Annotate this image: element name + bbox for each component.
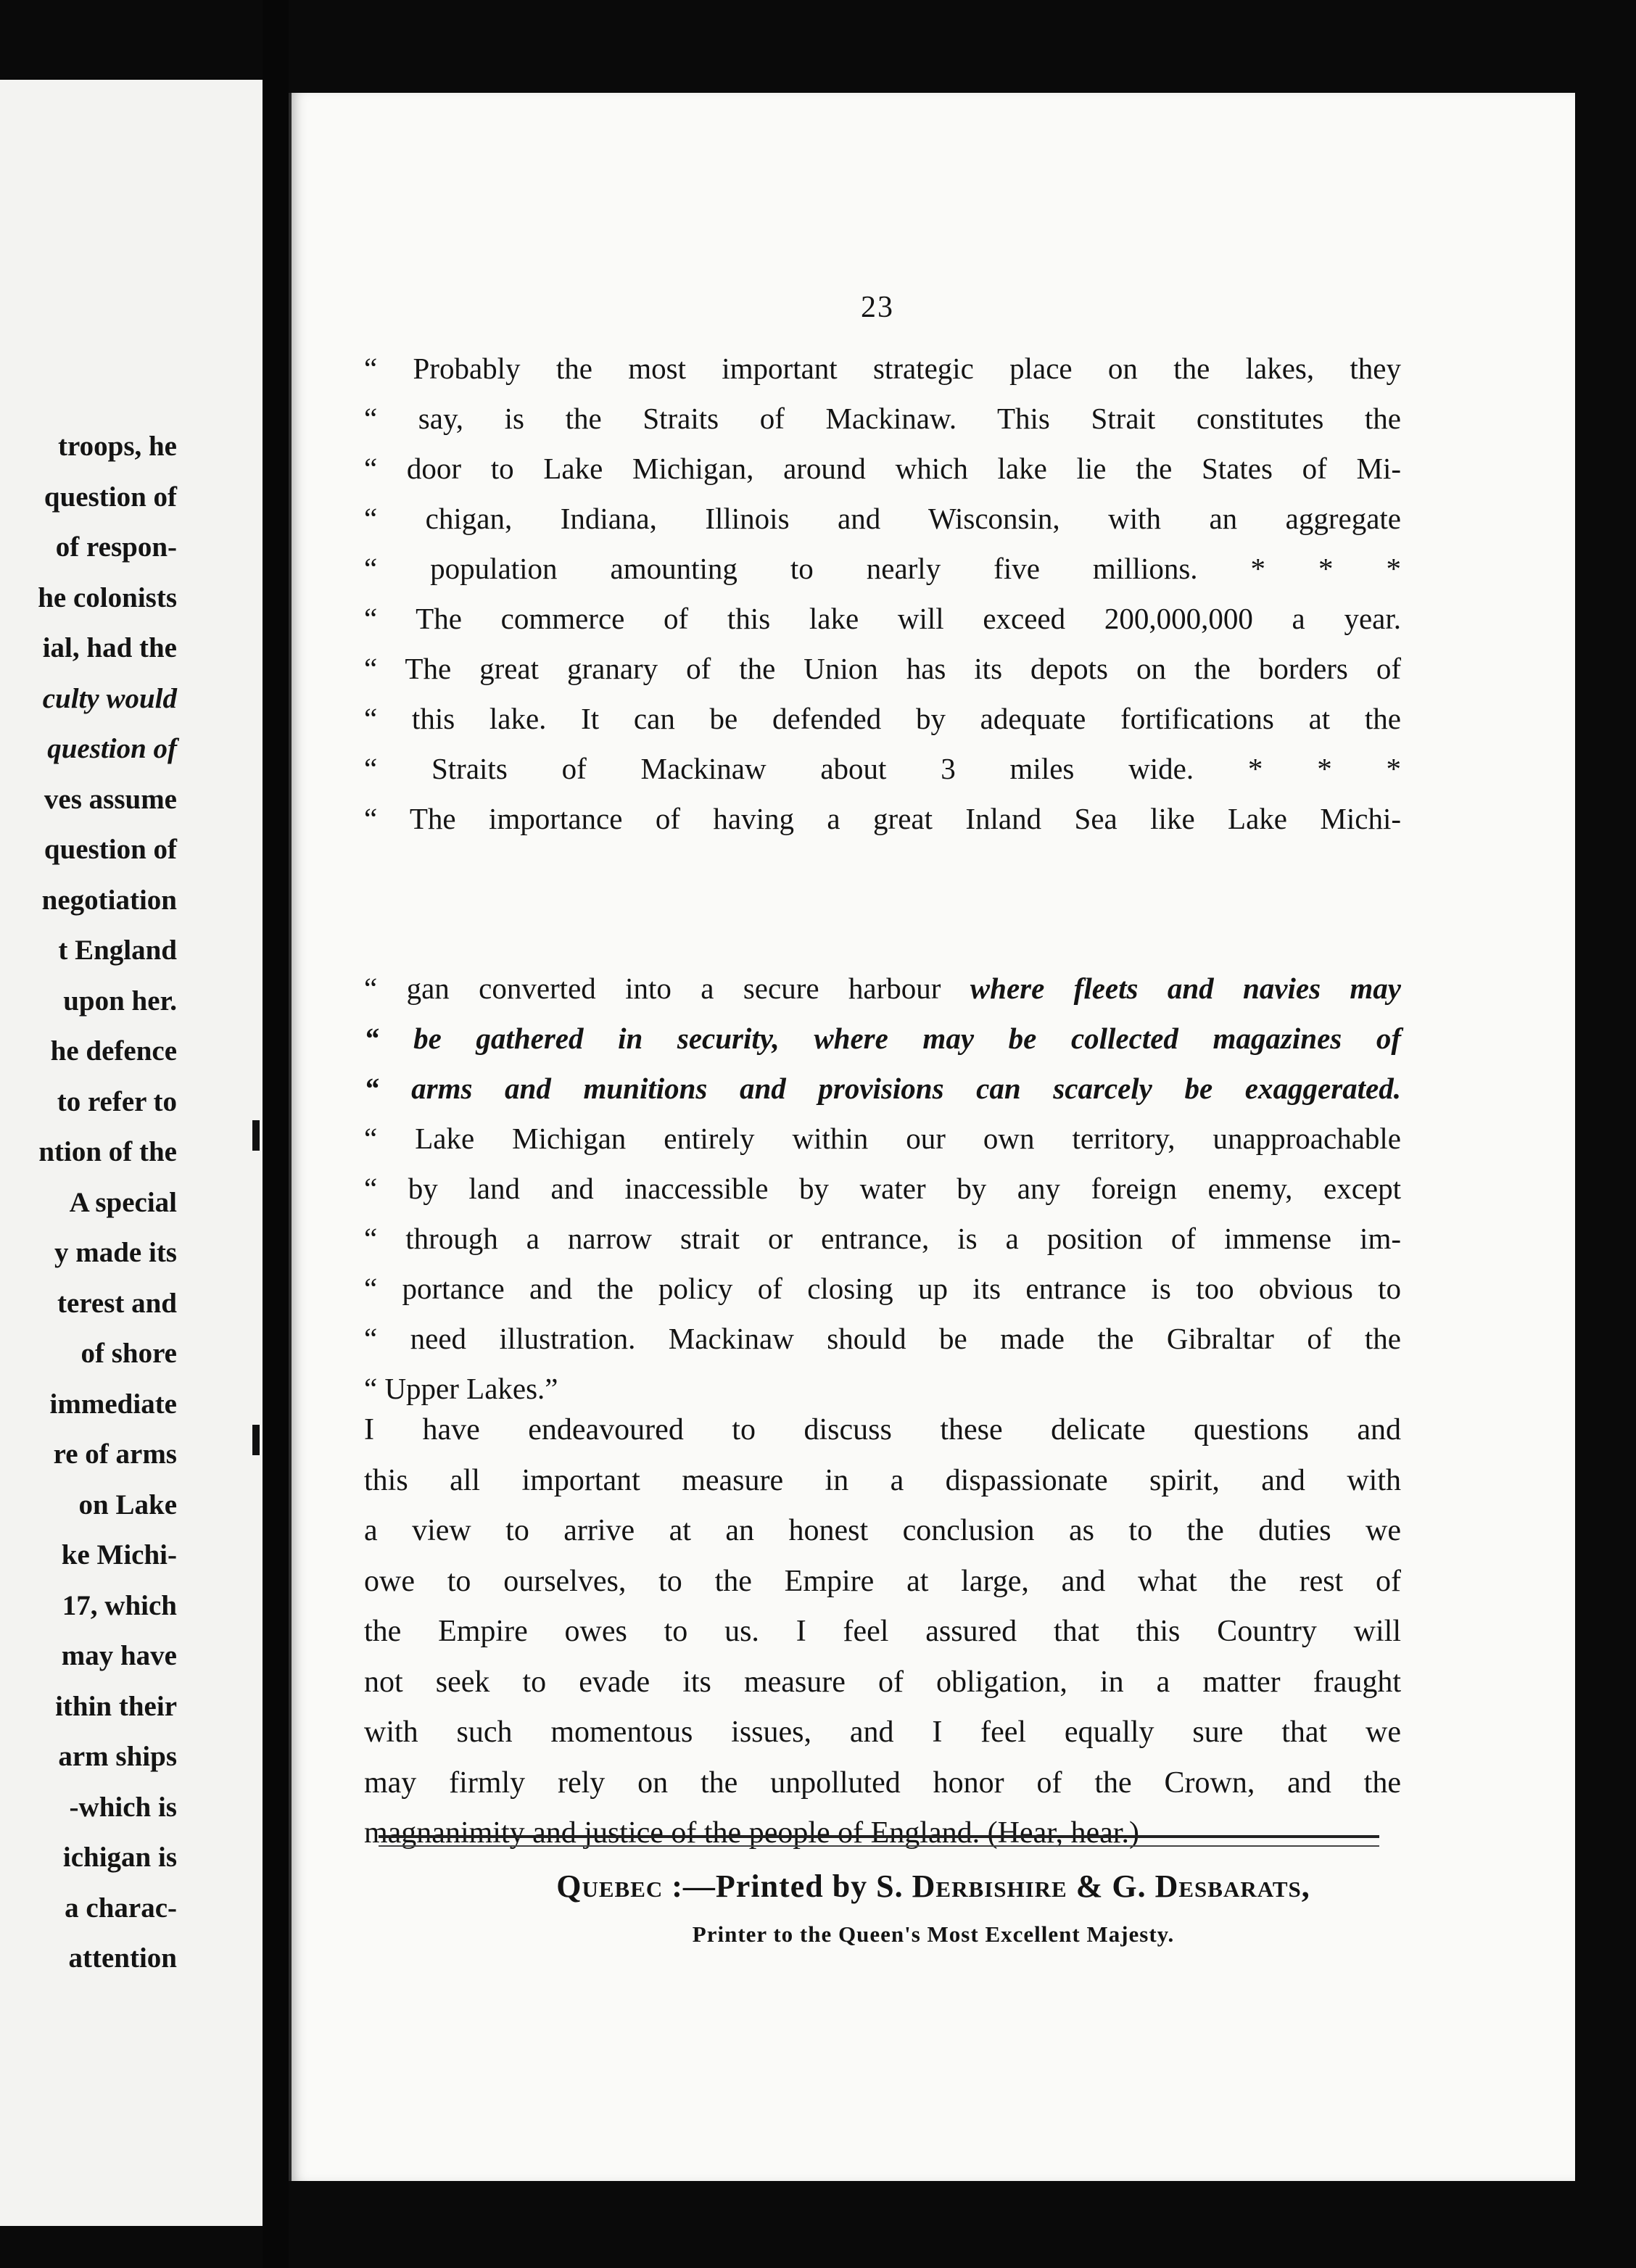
left-page-line: he defence bbox=[50, 1035, 177, 1067]
imprint-amp: & G. bbox=[1075, 1868, 1147, 1904]
quote-line: “ chigan, Indiana, Illinois and Wisconsin, with an aggregate bbox=[364, 502, 1401, 535]
quote-line: “ The great granary of the Union has its depots on the borders of bbox=[364, 652, 1401, 685]
printer-subline: Printer to the Queen's Most Excellent Majesty. bbox=[692, 1921, 1175, 1947]
quote-line: “ Probably the most important strategic place on the lakes, they bbox=[364, 352, 1401, 385]
left-page-line: negotiation bbox=[41, 884, 177, 916]
quote-line: “ Upper Lakes.” bbox=[364, 1372, 558, 1405]
left-page-line: upon her. bbox=[63, 985, 177, 1017]
quote-line-italic: “ be gathered in security, where may be collected magazines of bbox=[364, 1022, 1401, 1055]
binding-thread bbox=[252, 1425, 260, 1455]
left-page-line: ial, had the bbox=[42, 632, 177, 663]
left-page-line: of shore bbox=[80, 1338, 177, 1369]
quote-line: “ Straits of Mackinaw about 3 miles wide. * * * bbox=[364, 752, 1401, 785]
imprint-printed-by: :—Printed by S. bbox=[672, 1868, 904, 1904]
paragraph-line: may firmly rely on the unpolluted honor of the Crown, and the bbox=[364, 1766, 1401, 1800]
left-page-line: ithin their bbox=[55, 1690, 177, 1722]
left-page-line: troops, he bbox=[58, 431, 177, 462]
quote-line: “ population amounting to nearly five millions. * * * bbox=[364, 552, 1401, 585]
left-page-line: re of arms bbox=[53, 1439, 177, 1470]
left-page-line: may have bbox=[61, 1640, 177, 1671]
left-page-line: ichigan is bbox=[62, 1842, 177, 1873]
left-page-line: y made its bbox=[54, 1237, 177, 1268]
imprint-printer-name: Derbishire bbox=[912, 1868, 1067, 1904]
left-page-line: attention bbox=[68, 1942, 177, 1974]
left-page-line: ke Michi- bbox=[61, 1539, 177, 1570]
quote-line: “ door to Lake Michigan, around which lake lie the States of Mi- bbox=[364, 452, 1401, 485]
left-page-line: he colonists bbox=[38, 582, 177, 613]
quote-line: “ The importance of having a great Inland Sea like Lake Michi- bbox=[364, 802, 1401, 835]
paragraph-line: with such momentous issues, and I feel equally sure that we bbox=[364, 1716, 1401, 1749]
left-page-text bbox=[0, 80, 263, 2226]
binding-thread bbox=[252, 1120, 260, 1151]
left-page-line: arm ships bbox=[58, 1741, 177, 1772]
quote-line: “ portance and the policy of closing up its entrance is too obvious to bbox=[364, 1272, 1401, 1305]
page-gutter bbox=[263, 0, 289, 2268]
left-facing-page bbox=[0, 80, 267, 2226]
quote-line: “ need illustration. Mackinaw should be made the Gibraltar of the bbox=[364, 1322, 1401, 1355]
quote-line: “ this lake. It can be defended by adequate fortifications at the bbox=[364, 702, 1401, 735]
left-page-line: on Lake bbox=[78, 1489, 177, 1520]
left-page-line: terest and bbox=[57, 1287, 177, 1319]
left-page-line: to refer to bbox=[57, 1085, 177, 1117]
quote-line-roman: “ gan converted into a secure harbour bbox=[364, 972, 970, 1005]
paragraph-line: I have endeavoured to discuss these delicate questions and bbox=[364, 1413, 1401, 1447]
left-page-line: t England bbox=[58, 935, 177, 966]
paragraph-line: not seek to evade its measure of obligation, in a matter fraught bbox=[364, 1665, 1401, 1699]
left-page-line: culty would bbox=[42, 682, 177, 714]
left-page-line: -which is bbox=[69, 1791, 177, 1823]
quote-line: “ by land and inaccessible by water by any foreign enemy, except bbox=[364, 1172, 1401, 1205]
quote-line: “ The commerce of this lake will exceed 200,000,000 a year. bbox=[364, 602, 1401, 635]
paragraph-line: owe to ourselves, to the Empire at large, and what the rest of bbox=[364, 1564, 1401, 1598]
left-page-line: A special bbox=[69, 1186, 177, 1218]
left-page-line: of respon- bbox=[55, 531, 177, 563]
left-page-line: ntion of the bbox=[38, 1136, 177, 1167]
horizontal-rule bbox=[379, 1835, 1379, 1847]
paragraph-line: the Empire owes to us. I feel assured that this Country will bbox=[364, 1615, 1401, 1648]
imprint-city: Quebec bbox=[556, 1868, 664, 1904]
paragraph-line: magnanimity and justice of the people of England. (Hear, hear.) bbox=[364, 1816, 1139, 1850]
printer-imprint bbox=[292, 1868, 1575, 1905]
left-page-line: immediate bbox=[49, 1388, 177, 1420]
paragraph-line: a view to arrive at an honest conclusion as to the duties we bbox=[364, 1514, 1401, 1547]
left-page-line: a charac- bbox=[65, 1892, 177, 1924]
paragraph-line: this all important measure in a dispassionate spirit, and with bbox=[364, 1463, 1401, 1497]
left-page-line: ves assume bbox=[44, 783, 177, 815]
left-page-line: question of bbox=[44, 481, 177, 513]
left-page-line: question of bbox=[47, 733, 177, 764]
left-page-line: 17, which bbox=[62, 1589, 177, 1621]
quote-line: “ say, is the Straits of Mackinaw. This Strait constitutes the bbox=[364, 402, 1401, 435]
left-page-line: question of bbox=[44, 834, 177, 865]
imprint-printer-name: Desbarats, bbox=[1154, 1868, 1310, 1904]
page-number: 23 bbox=[861, 291, 894, 324]
quote-line-italic: “ arms and munitions and provisions can scarcely be exaggerated. bbox=[364, 1072, 1401, 1105]
quote-line: “ Lake Michigan entirely within our own territory, unapproachable bbox=[364, 1122, 1401, 1155]
quote-line-italic: where fleets and navies may bbox=[970, 972, 1401, 1005]
document-page bbox=[289, 93, 1575, 2181]
quote-line bbox=[364, 974, 1401, 1003]
quote-line: “ through a narrow strait or entrance, is a position of immense im- bbox=[364, 1222, 1401, 1255]
